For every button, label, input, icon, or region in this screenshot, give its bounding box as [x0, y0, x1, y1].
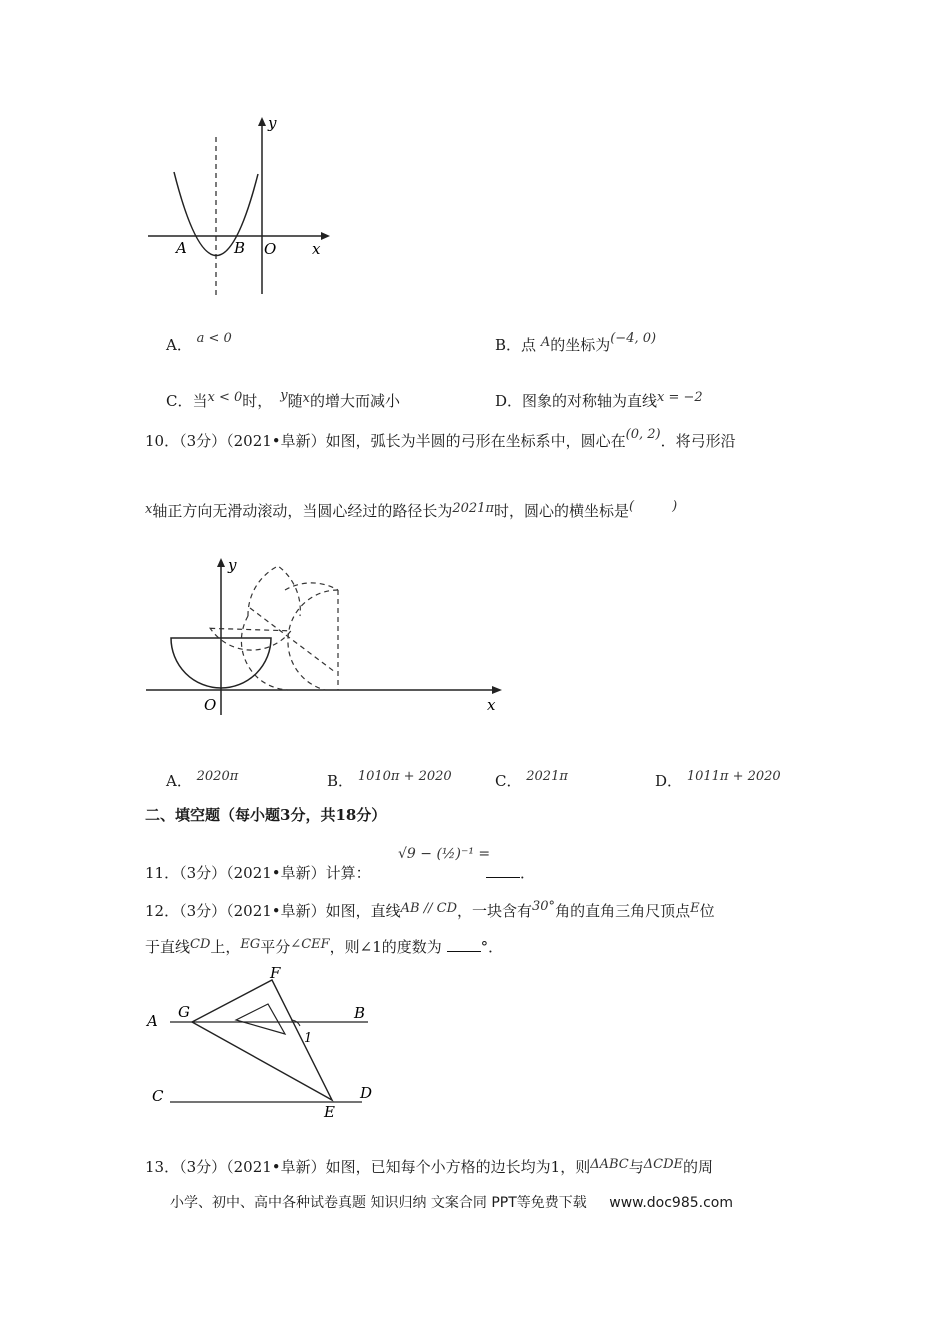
q10-option-c-letter: C． [495, 772, 522, 790]
q9-label-O: O [264, 240, 277, 258]
q12-label-C: C [152, 1087, 164, 1105]
footer-url[interactable]: www.doc985.com [609, 1195, 733, 1211]
q12-label-F: F [270, 964, 281, 982]
q10-option-b-letter: B． [327, 772, 354, 790]
q9-option-b-text: 点 [521, 336, 537, 354]
q9-option-c-t4: 的增大而减小 [310, 392, 401, 410]
q12-line1 [145, 900, 715, 921]
q9-parabola-graph [140, 112, 340, 302]
q12-l2-c: 平分 [260, 938, 291, 956]
q9-option-a-letter: A． [166, 336, 192, 354]
q10-label-O: O [204, 696, 217, 714]
q12-l1-m1: AB // CD [400, 901, 457, 916]
q13-c: 的周 [683, 1158, 714, 1176]
q12-label-1: 1 [304, 1031, 313, 1046]
q12-l1-b: ，一块含有 [457, 902, 533, 920]
q9-option-d [495, 390, 703, 411]
q10-line1-b: ．将弓形沿 [660, 432, 736, 450]
footer-text: 小学、初中、高中各种试卷真题 知识归纳 文案合同 PPT等免费下载 [170, 1195, 587, 1211]
q10-label-x: x [487, 696, 496, 714]
q10-line1 [145, 427, 736, 451]
q9-option-b [495, 331, 657, 355]
q10-option-b-math: 1010π + 2020 [357, 769, 452, 784]
q10-line2-a: 轴正方向无滑动滚动，当圆心经过的路径长为 [152, 502, 453, 520]
q9-option-d-m1: x = −2 [657, 390, 703, 405]
q9-option-b-math2: (−4, 0) [610, 331, 657, 346]
q9-option-b-letter: B． [495, 336, 522, 354]
q13-line1 [145, 1156, 713, 1177]
q9-label-A: A [176, 239, 187, 257]
q10-line1-math: (0, 2) [625, 427, 661, 442]
q12-l2-e: °． [480, 938, 504, 956]
q13-m2: ΔCDE [643, 1157, 683, 1172]
q9-label-y: y [268, 114, 277, 132]
q12-l2-d: ，则∠1的度数为 [329, 938, 442, 956]
q12-l1-c: 角的直角三角尺顶点 [555, 902, 691, 920]
q10-option-a-letter: A． [166, 772, 192, 790]
q9-option-c-t1: 当 [192, 392, 208, 410]
q9-option-c-letter: C． [166, 392, 193, 410]
q9-option-b-math1: A [540, 335, 551, 350]
q9-option-c [166, 390, 400, 411]
q11-blank-line [486, 865, 520, 878]
q12-l1-m3: E [690, 901, 700, 916]
q9-option-c-m2: y [280, 388, 288, 403]
q12-label-B: B [354, 1004, 366, 1022]
section-2-heading: 二、填空题（每小题3分，共18分） [145, 806, 387, 824]
q9-option-c-m1: x < 0 [207, 390, 243, 405]
q13-a: 13．（3分）（2021•阜新）如图，已知每个小方格的边长均为1，则 [145, 1158, 591, 1176]
q10-option-a-math: 2020π [196, 769, 239, 784]
q10-line1-a: 10．（3分）（2021•阜新）如图，弧长为半圆的弓形在坐标系中，圆心在 [145, 432, 626, 450]
q12-l2-b: 上， [210, 938, 241, 956]
q12-l1-m2: 30° [532, 899, 556, 914]
footer [170, 1192, 733, 1212]
q12-l2-m2: EG [240, 937, 261, 952]
q12-label-G: G [178, 1003, 190, 1021]
q12-l2-m3: ∠CEF [290, 937, 330, 952]
q9-option-a [166, 331, 232, 355]
q12-label-A: A [147, 1012, 158, 1030]
q12-l2-a: 于直线 [145, 938, 191, 956]
q10-option-d [655, 770, 781, 791]
q10-line2-m1: x [145, 502, 153, 517]
q10-line2 [145, 500, 677, 521]
q12-label-E: E [324, 1103, 335, 1120]
q10-label-y: y [228, 556, 237, 574]
q12-l1-d: 位 [699, 902, 715, 920]
q10-line2-m2: 2021π [452, 501, 494, 516]
q11-math: √9 − (½)⁻¹ = [398, 846, 491, 862]
q10-option-b [327, 770, 452, 791]
q12-label-D: D [360, 1084, 373, 1102]
q10-option-c-math: 2021π [526, 769, 568, 784]
q9-option-c-t2: 时， [242, 392, 273, 410]
q12-l2-m1: CD [190, 937, 211, 952]
q12-triangle-figure [140, 960, 400, 1120]
q12-line2 [145, 936, 503, 957]
q9-option-a-math: a < 0 [196, 331, 232, 346]
q11-end: ． [520, 864, 536, 882]
q12-l1-a: 12．（3分）（2021•阜新）如图，直线 [145, 902, 401, 920]
q9-option-d-letter: D． [495, 392, 523, 410]
q9-option-b-text2: 的坐标为 [550, 336, 611, 354]
q10-option-a [166, 770, 238, 791]
q9-label-x: x [312, 240, 321, 258]
q12-blank-line [447, 939, 481, 952]
q10-paren-close: ) [672, 499, 678, 514]
q11-answer-blank [486, 862, 535, 883]
q11-text: 11．（3分）（2021•阜新）计算： [145, 864, 371, 882]
q9-option-d-t1: 图象的对称轴为直线 [522, 392, 658, 410]
q10-option-d-math: 1011π + 2020 [686, 769, 781, 784]
q9-option-c-m3: x [302, 391, 310, 406]
q13-m1: ΔABC [590, 1157, 629, 1172]
q10-paren-open: ( [629, 499, 635, 514]
q10-rolling-graph [140, 550, 520, 720]
q10-option-d-letter: D． [655, 772, 683, 790]
q10-line2-b: 时，圆心的横坐标是 [494, 502, 630, 520]
q9-label-B: B [234, 239, 246, 257]
q9-option-c-t3: 随 [287, 392, 303, 410]
q11 [145, 862, 371, 883]
q13-b: 与 [628, 1158, 644, 1176]
q10-option-c [495, 770, 568, 791]
